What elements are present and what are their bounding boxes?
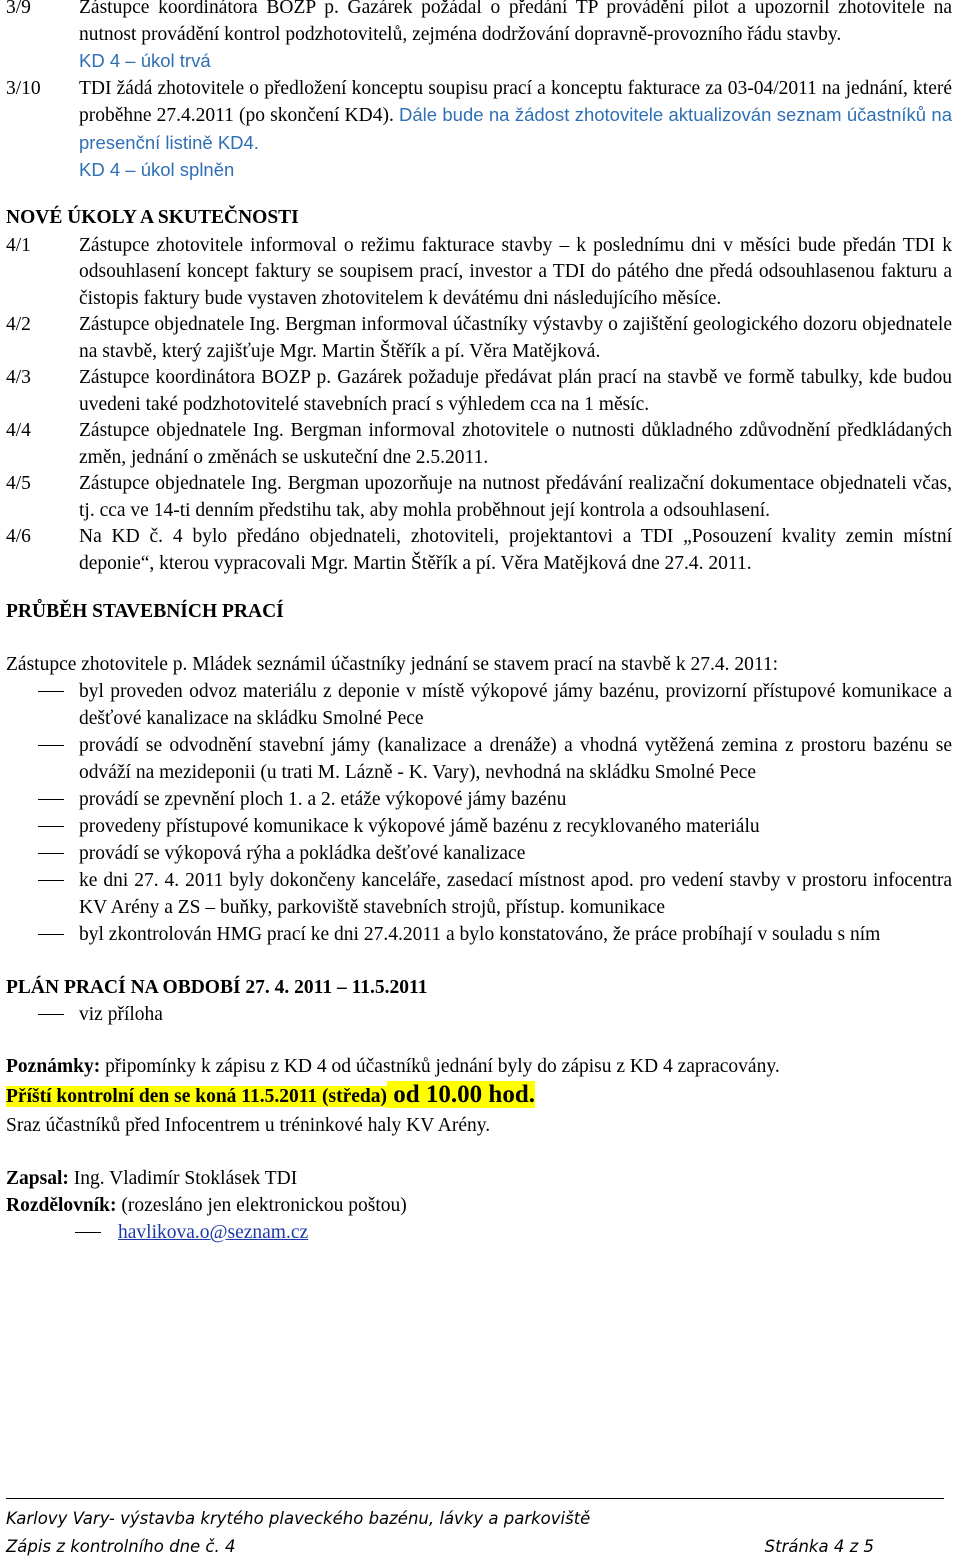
list-item: provádí se výkopová rýha a pokládka dešťové kanalizace [6, 840, 952, 867]
list-item: byl proveden odvoz materiálu z deponie v místě výkopové jámy bazénu, provizorní přístupové komunikace a dešťové kanalizace na skládku Smolné Pece [6, 678, 952, 732]
distribution-list [6, 1219, 952, 1246]
task-text: Zástupce zhotovitele informoval o režimu fakturace stavby – k poslednímu dni v měsíci bude předán TDI k odsouhlasení koncept faktury se soupisem prací, investor a TDI do pátého dne předá odsouhlasenou fakturu a čistopis faktury bude vystaven zhotovitelem k devátému dni následujícího měsíce. [79, 234, 952, 309]
task-text: Zástupce koordinátora BOZP p. Gazárek požádal o předání TP provádění pilot a upozornil zhotovitele na nutnost provádění kontrol podzhotovitelů, zejména dodržování dopravně-provozního řádu stavby. [79, 0, 952, 45]
task-number: 4/5 [6, 473, 31, 494]
task-text: TDI žádá zhotovitele o předložení konceptu soupisu prací a konceptu fakturace za 03-04/2011 na jednání, které proběhne 27.4.2011 (po skončení KD4). [79, 77, 952, 126]
plan-list [6, 1001, 952, 1028]
recorded-line [6, 1165, 952, 1192]
task-number: 3/9 [6, 0, 31, 18]
dash-marker [43, 1219, 118, 1246]
footer-divider [6, 1498, 944, 1499]
task-item [6, 233, 952, 313]
notes-text: připomínky k zápisu z KD 4 od účastníků jednání byly do zápisu z KD 4 zapracovány. [105, 1056, 780, 1077]
footer-line-2 [6, 1533, 946, 1561]
section-heading-new-tasks: NOVÉ ÚKOLY A SKUTEČNOSTI [6, 206, 299, 228]
list-item [6, 1219, 952, 1246]
task-item [6, 418, 952, 471]
list-item: viz příloha [6, 1001, 952, 1028]
dash-marker [6, 921, 79, 948]
next-day-time: od 10.00 hod. [387, 1081, 535, 1108]
task-status: KD 4 – úkol splněn [79, 159, 235, 180]
task-item [6, 524, 952, 577]
page-footer [6, 1498, 946, 1561]
task-number: 4/3 [6, 367, 31, 388]
progress-list [6, 678, 952, 948]
dash-marker [6, 813, 79, 840]
task-number: 4/6 [6, 526, 31, 547]
task-text: Zástupce koordinátora BOZP p. Gazárek požaduje předávat plán prací na stavbě ve formě tabulky, kde budou uvedeni také podzhotovitelé stavebních prací s výhledem cca na 1 měsíc. [79, 367, 952, 415]
notes-label: Poznámky: [6, 1056, 101, 1077]
section-heading-plan: PLÁN PRACÍ NA OBDOBÍ 27. 4. 2011 – 11.5.2011 [6, 977, 428, 998]
task-text: Zástupce objednatele Ing. Bergman upozorňuje na nutnost předávání realizační dokumentace objednateli včas, tj. cca ve 14-ti denním předstihu tak, aby mohla proběhnout její kontrola a odsouhlasení. [79, 473, 952, 521]
distribution-line [6, 1192, 952, 1219]
section-heading-progress: PRŮBĚH STAVEBNÍCH PRACÍ [6, 601, 284, 622]
dash-marker [6, 840, 79, 867]
progress-intro: Zástupce zhotovitele p. Mládek seznámil účastníky jednání se stavem prací na stavbě k 27.4. 2011: [6, 654, 779, 675]
distribution-label: Rozdělovník: [6, 1195, 117, 1216]
task-number: 4/2 [6, 314, 31, 335]
list-item: ke dni 27. 4. 2011 byly dokončeny kanceláře, zasedací místnost apod. pro vedení stavby v prostoru infocentra KV Arény a ZS – buňky, parkoviště stavebních strojů, přístup. komunikace [6, 867, 952, 921]
task-number: 3/10 [6, 77, 41, 99]
task-text: Zástupce objednatele Ing. Bergman informoval účastníky výstavby o zajištění geologického dozoru objednatele na stavbě, který zajišťuje Mgr. Martin Štěřík a pí. Věra Matějková. [79, 314, 952, 362]
recorded-label: Zapsal: [6, 1168, 69, 1189]
footer-page-number: Stránka 4 z 5 [764, 1537, 874, 1556]
task-number: 4/4 [6, 420, 31, 441]
list-item: provádí se odvodnění stavební jámy (kanalizace a drenáže) a vhodná vytěžená zemina z prostoru bazénu se odváží na mezideponii (u trati M. Lázně - K. Vary), nevhodná na skládku Smolné Pece [6, 732, 952, 786]
list-item: provádí se zpevnění ploch 1. a 2. etáže výkopové jámy bazénu [6, 786, 952, 813]
task-text-update: Dále bude na žádost zhotovitele aktualizován seznam účastníků na presenční listině KD4. [79, 104, 953, 153]
document-page [6, 0, 952, 1246]
task-status: KD 4 – úkol trvá [79, 50, 211, 71]
task-item [6, 365, 952, 418]
footer-line-1: Karlovy Vary- výstavba krytého plaveckého bazénu, lávky a parkoviště [6, 1509, 591, 1528]
email-link[interactable]: havlikova.o@seznam.cz [118, 1222, 309, 1243]
footer-doc-name: Zápis z kontrolního dne č. 4 [6, 1537, 236, 1556]
task-item [6, 471, 952, 524]
dash-marker [6, 1001, 79, 1028]
task-item [6, 0, 952, 76]
meeting-place: Sraz účastníků před Infocentrem u tréninkové haly KV Arény. [6, 1115, 491, 1136]
task-item [6, 312, 952, 365]
task-item [6, 76, 952, 185]
next-day-line [6, 1080, 952, 1112]
dash-marker [6, 867, 79, 921]
notes-line [6, 1053, 952, 1080]
dash-marker [6, 678, 79, 732]
dash-marker [6, 732, 79, 786]
distribution-text: (rozesláno jen elektronickou poštou) [121, 1195, 407, 1216]
task-text: Na KD č. 4 bylo předáno objednateli, zhotoviteli, projektantovi a TDI „Posouzení kvality zemin místní deponie“, kterou vypracovali Mgr. Martin Štěřík a pí. Věra Matějková dne 27.4. 2011. [79, 526, 952, 574]
list-item: provedeny přístupové komunikace k výkopové jámě bazénu z recyklovaného materiálu [6, 813, 952, 840]
task-number: 4/1 [6, 234, 31, 256]
next-day-text: Příští kontrolní den se koná 11.5.2011 (středa) [6, 1086, 388, 1107]
task-text: Zástupce objednatele Ing. Bergman informoval zhotovitele o nutnosti důkladného zdůvodnění předkládaných změn, jednání o změnách se uskuteční dne 2.5.2011. [79, 420, 952, 468]
list-item: byl zkontrolován HMG prací ke dni 27.4.2011 a bylo konstatováno, že práce probíhají v souladu s ním [6, 921, 952, 948]
dash-marker [6, 786, 79, 813]
recorded-by: Ing. Vladimír Stoklásek TDI [73, 1168, 298, 1189]
